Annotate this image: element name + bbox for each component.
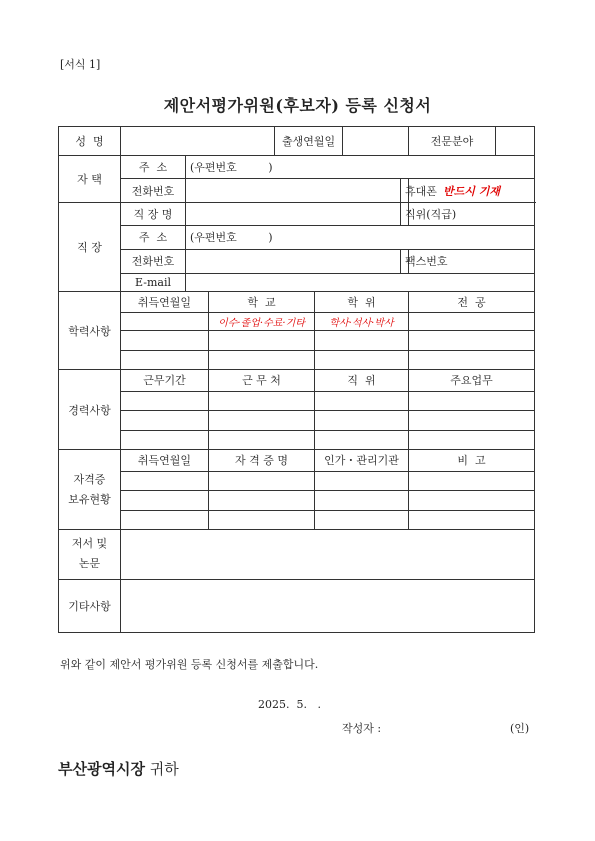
license-header-remarks: 비 고 bbox=[409, 450, 535, 472]
career-header-workplace: 근 무 처 bbox=[209, 370, 315, 392]
license-cell[interactable] bbox=[409, 491, 535, 511]
home-address-label: 주 소 bbox=[121, 155, 186, 179]
workplace-field[interactable] bbox=[186, 202, 401, 225]
work-label: 직 장 bbox=[59, 202, 121, 291]
email-label: E-mail bbox=[121, 273, 186, 291]
papers-label-line2: 논문 bbox=[78, 557, 101, 571]
workplace-label: 직 장 명 bbox=[121, 202, 186, 225]
career-cell[interactable] bbox=[315, 391, 409, 411]
career-header-period: 근무기간 bbox=[121, 370, 209, 392]
career-cell[interactable] bbox=[209, 391, 315, 411]
license-label bbox=[59, 450, 121, 530]
work-phone-label: 전화번호 bbox=[121, 250, 186, 274]
work-address-field[interactable]: (우편번호 ) bbox=[186, 225, 535, 250]
application-form-table bbox=[58, 126, 535, 633]
education-cell[interactable] bbox=[209, 331, 315, 351]
etc-label: 기타사항 bbox=[59, 579, 121, 632]
career-cell[interactable] bbox=[315, 411, 409, 431]
mobile-field[interactable]: 반드시 기재 bbox=[409, 179, 535, 203]
license-label-line1: 자격증 bbox=[73, 472, 106, 486]
etc-field[interactable] bbox=[121, 579, 535, 632]
birth-label: 출생연월일 bbox=[275, 127, 343, 156]
specialty-label: 전문분야 bbox=[409, 127, 496, 156]
name-field[interactable] bbox=[121, 127, 275, 156]
email-field[interactable] bbox=[186, 273, 535, 291]
license-cell[interactable] bbox=[315, 510, 409, 530]
name-label: 성 명 bbox=[59, 127, 121, 156]
career-cell[interactable] bbox=[209, 430, 315, 450]
addressee-name: 부산광역시장 bbox=[58, 760, 145, 778]
license-header-date: 취득연월일 bbox=[121, 450, 209, 472]
education-school-hint[interactable]: 이수·졸업·수료·기타 bbox=[209, 312, 315, 330]
license-label-line2: 보유현황 bbox=[68, 492, 111, 506]
education-header-major: 전 공 bbox=[409, 292, 535, 313]
papers-label-line1: 저서 및 bbox=[71, 537, 108, 551]
career-cell[interactable] bbox=[315, 430, 409, 450]
career-cell[interactable] bbox=[209, 411, 315, 431]
home-phone-field[interactable] bbox=[186, 179, 401, 203]
education-cell[interactable] bbox=[409, 312, 535, 330]
work-phone-field[interactable] bbox=[186, 250, 401, 274]
license-cell[interactable] bbox=[121, 510, 209, 530]
career-header-duties: 주요업무 bbox=[409, 370, 535, 392]
education-cell[interactable] bbox=[121, 312, 209, 330]
education-degree-hint[interactable]: 학사·석사·박사 bbox=[315, 312, 409, 330]
license-cell[interactable] bbox=[209, 510, 315, 530]
license-header-name: 자 격 증 명 bbox=[209, 450, 315, 472]
home-phone-label: 전화번호 bbox=[121, 179, 186, 203]
home-address-field[interactable]: (우편번호 ) bbox=[186, 155, 535, 179]
license-cell[interactable] bbox=[409, 471, 535, 491]
career-cell[interactable] bbox=[121, 411, 209, 431]
papers-field[interactable] bbox=[121, 530, 535, 579]
license-cell[interactable] bbox=[121, 471, 209, 491]
declaration-text: 위와 같이 제안서 평가위원 등록 신청서를 제출합니다. bbox=[60, 658, 319, 671]
work-address-label: 주 소 bbox=[121, 225, 186, 250]
page-title: 제안서평가위원(후보자) 등록 신청서 bbox=[163, 96, 432, 115]
career-header-position: 직 위 bbox=[315, 370, 409, 392]
education-cell[interactable] bbox=[209, 350, 315, 370]
education-label: 학력사항 bbox=[59, 292, 121, 370]
career-cell[interactable] bbox=[409, 411, 535, 431]
career-cell[interactable] bbox=[121, 430, 209, 450]
license-cell[interactable] bbox=[209, 491, 315, 511]
license-cell[interactable] bbox=[121, 491, 209, 511]
education-cell[interactable] bbox=[315, 331, 409, 351]
education-cell[interactable] bbox=[409, 350, 535, 370]
education-header-date: 취득연월일 bbox=[121, 292, 209, 313]
seal-mark: (인) bbox=[510, 722, 530, 735]
career-cell[interactable] bbox=[409, 391, 535, 411]
career-cell[interactable] bbox=[409, 430, 535, 450]
education-cell[interactable] bbox=[121, 331, 209, 351]
addressee-suffix: 귀하 bbox=[144, 760, 179, 778]
education-cell[interactable] bbox=[121, 350, 209, 370]
license-cell[interactable] bbox=[209, 471, 315, 491]
author-label: 작성자 : bbox=[342, 722, 382, 735]
license-header-authority: 인가・관리기관 bbox=[315, 450, 409, 472]
addressee bbox=[58, 758, 179, 779]
form-number: [서식 1] bbox=[60, 58, 101, 71]
position-label: 직위(직급) bbox=[401, 202, 409, 225]
date-field[interactable]: 2025. 5. . bbox=[258, 698, 321, 711]
license-cell[interactable] bbox=[409, 510, 535, 530]
education-header-school: 학 교 bbox=[209, 292, 315, 313]
career-cell[interactable] bbox=[121, 391, 209, 411]
papers-label bbox=[59, 530, 121, 579]
education-header-degree: 학 위 bbox=[315, 292, 409, 313]
fax-label: 팩스번호 bbox=[401, 250, 409, 274]
license-cell[interactable] bbox=[315, 471, 409, 491]
career-label: 경력사항 bbox=[59, 370, 121, 450]
mobile-label: 휴대폰 bbox=[401, 179, 409, 203]
specialty-field[interactable] bbox=[496, 127, 535, 156]
home-label: 자 택 bbox=[59, 155, 121, 202]
education-cell[interactable] bbox=[315, 350, 409, 370]
birth-field[interactable] bbox=[343, 127, 409, 156]
education-cell[interactable] bbox=[409, 331, 535, 351]
license-cell[interactable] bbox=[315, 491, 409, 511]
